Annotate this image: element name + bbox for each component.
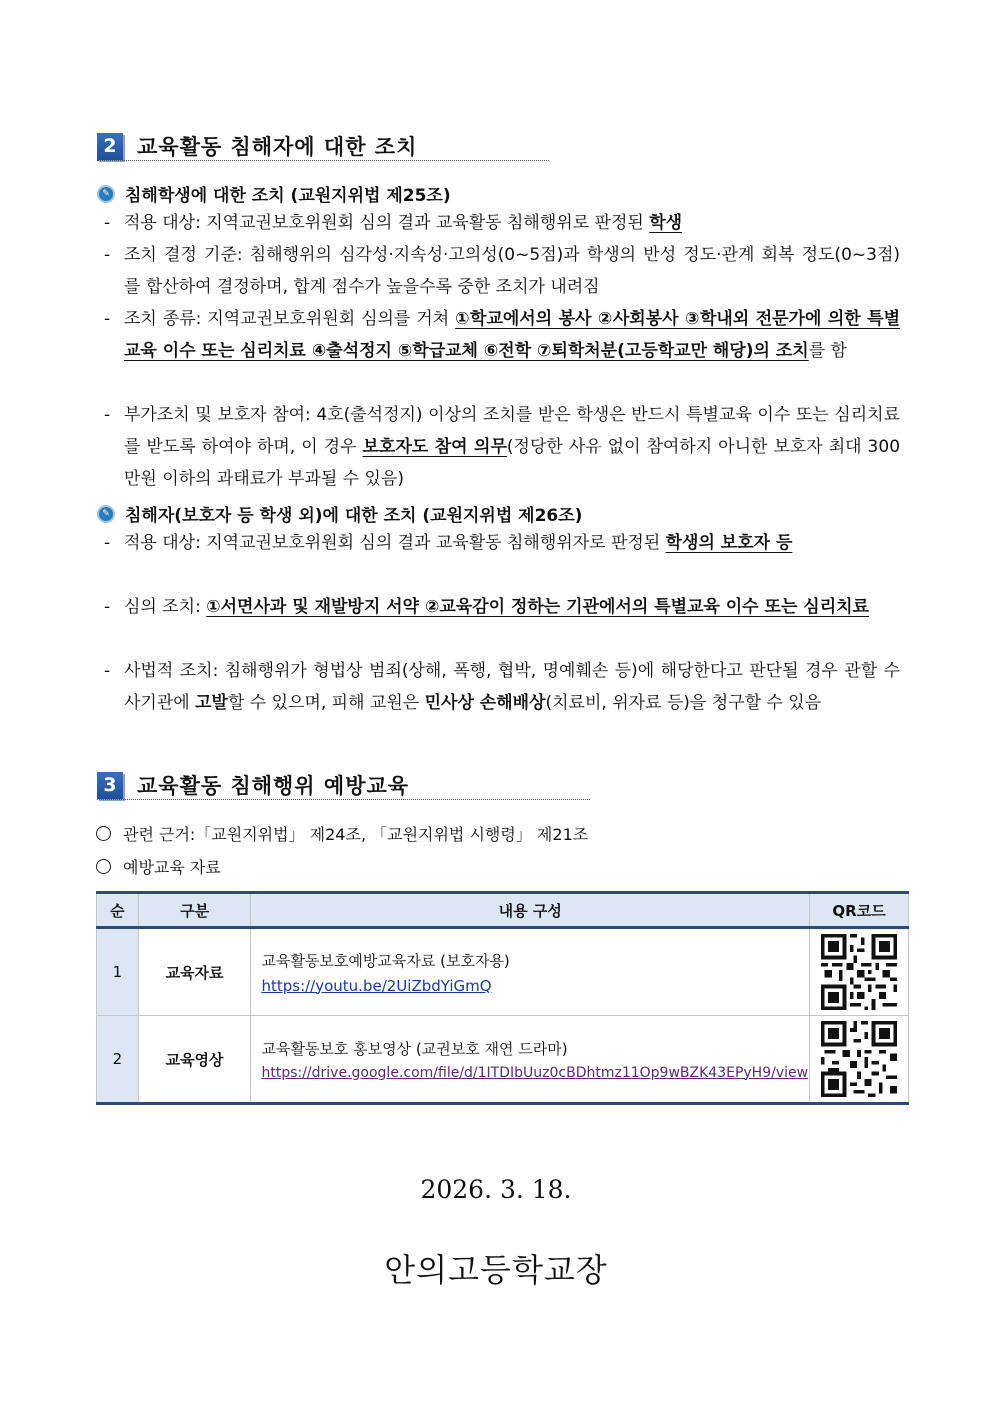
section-3-header <box>97 770 409 800</box>
section-divider <box>97 799 590 800</box>
section-number-badge: 2 <box>97 133 123 160</box>
issuer-signature: 안의고등학교장 <box>384 1251 608 1289</box>
section-2-header <box>97 131 417 161</box>
section-title: 교육활동 침해자에 대한 조치 <box>137 135 418 159</box>
circle-bullet-icon <box>96 826 111 841</box>
list-item: - 적용 대상: 지역교권보호위원회 심의 결과 교육활동 침해행위자로 판정된 학생의 보호자 등 <box>104 533 793 553</box>
column-header: QR코드 <box>810 893 909 928</box>
resource-title: 교육활동보호예방교육자료 (보호자용) <box>261 951 510 970</box>
circle-bullet-icon <box>96 859 111 874</box>
section-divider <box>97 160 549 161</box>
row-content <box>251 928 810 1016</box>
subsection-title: 침해학생에 대한 조치 (교원지위법 제25조) <box>125 186 451 206</box>
list-item: 관련 근거:「교원지위법」 제24조, 「교원지위법 시행령」 제21조 <box>96 822 588 845</box>
qr-code-icon[interactable] <box>821 1021 897 1097</box>
row-number: 2 <box>97 1016 139 1104</box>
emphasis: 학생 <box>649 213 683 233</box>
row-category: 교육영상 <box>138 1016 251 1104</box>
qr-cell <box>810 1016 909 1104</box>
list-item: - 조치 종류: 지역교권보호위원회 심의를 거쳐 ①학교에서의 봉사 ②사회봉사 ③학내외 전문가에 의한 특별교육 이수 또는 심리치료 ④출석정지 ⑤학급교체 ⑥전학 ⑦퇴학처분(고등학교만 해당)의 조치를 함 <box>104 309 901 361</box>
list-item: - 조치 결정 기준: 침해행위의 심각성·지속성·고의성(0~5점)과 학생의 반성 정도·관계 회복 정도(0~3점)를 합산하여 결정하며, 합계 점수가 높을수록 중한 조치가 내려짐 <box>104 245 900 297</box>
list-item: - 적용 대상: 지역교권보호위원회 심의 결과 교육활동 침해행위로 판정된 학생 <box>104 213 683 233</box>
subsection-title: 침해자(보호자 등 학생 외)에 대한 조치 (교원지위법 제26조) <box>125 506 583 526</box>
bullet-icon: ✎ <box>97 505 115 523</box>
resource-title: 교육활동보호 홍보영상 (교권보호 재연 드라마) <box>261 1039 568 1058</box>
emphasis: 고발 <box>195 693 228 713</box>
qr-cell <box>810 928 909 1016</box>
column-header: 순 <box>97 893 139 928</box>
emphasis: 민사상 손해배상 <box>424 693 546 713</box>
resource-table <box>96 891 909 1105</box>
list-item: - 사법적 조치: 침해행위가 형법상 범죄(상해, 폭행, 협박, 명예훼손 등)에 해당한다고 판단될 경우 관할 수사기관에 고발할 수 있으며, 피해 교원은 민사상 손해배상(치료비, 위자료 등)을 청구할 수 있음 <box>104 661 900 713</box>
list-item: - 심의 조치: ①서면사과 및 재발방지 서약 ②교육감이 정하는 기관에서의 특별교육 이수 또는 심리치료 <box>104 597 869 617</box>
resource-link[interactable]: https://drive.google.com/file/d/1ITDIbUuz0cBDhtmz11Op9wBZK43EPyH9/view <box>261 1064 809 1081</box>
qr-code-icon[interactable] <box>821 934 897 1010</box>
emphasis: 보호자도 참여 의무 <box>362 437 507 457</box>
table-row <box>97 928 909 1016</box>
section-number-badge: 3 <box>97 772 123 799</box>
column-header: 구분 <box>138 893 251 928</box>
emphasis: ①서면사과 및 재발방지 서약 ②교육감이 정하는 기관에서의 특별교육 이수 또는 심리치료 <box>206 597 869 617</box>
row-number: 1 <box>97 928 139 1016</box>
resource-link[interactable]: https://youtu.be/2UiZbdYiGmQ <box>261 976 492 995</box>
table-header-row <box>97 893 909 928</box>
subsection-heading <box>97 501 582 526</box>
emphasis: 학생의 보호자 등 <box>665 533 793 553</box>
row-content <box>251 1016 810 1104</box>
document-date: 2026. 3. 18. <box>420 1175 572 1204</box>
table-row <box>97 1016 909 1104</box>
column-header: 내용 구성 <box>251 893 810 928</box>
section-title: 교육활동 침해행위 예방교육 <box>137 774 410 798</box>
emphasis: ①학교에서의 봉사 ②사회봉사 ③학내외 전문가에 의한 특별교육 이수 또는 심리치료 ④출석정지 ⑤학급교체 ⑥전학 ⑦퇴학처분(고등학교만 해당)의 조치 <box>124 309 901 361</box>
list-item: 예방교육 자료 <box>96 855 221 878</box>
subsection-heading <box>97 181 451 206</box>
list-item: - 부가조치 및 보호자 참여: 4호(출석정지) 이상의 조치를 받은 학생은 반드시 특별교육 이수 또는 심리치료를 받도록 하여야 하며, 이 경우 보호자도 참여 의무(정당한 사유 없이 참여하지 아니한 보호자 최대 300만원 이하의 과태료가 부과될 수 있음) <box>104 405 901 489</box>
row-category: 교육자료 <box>138 928 251 1016</box>
bullet-icon: ✎ <box>97 185 115 203</box>
